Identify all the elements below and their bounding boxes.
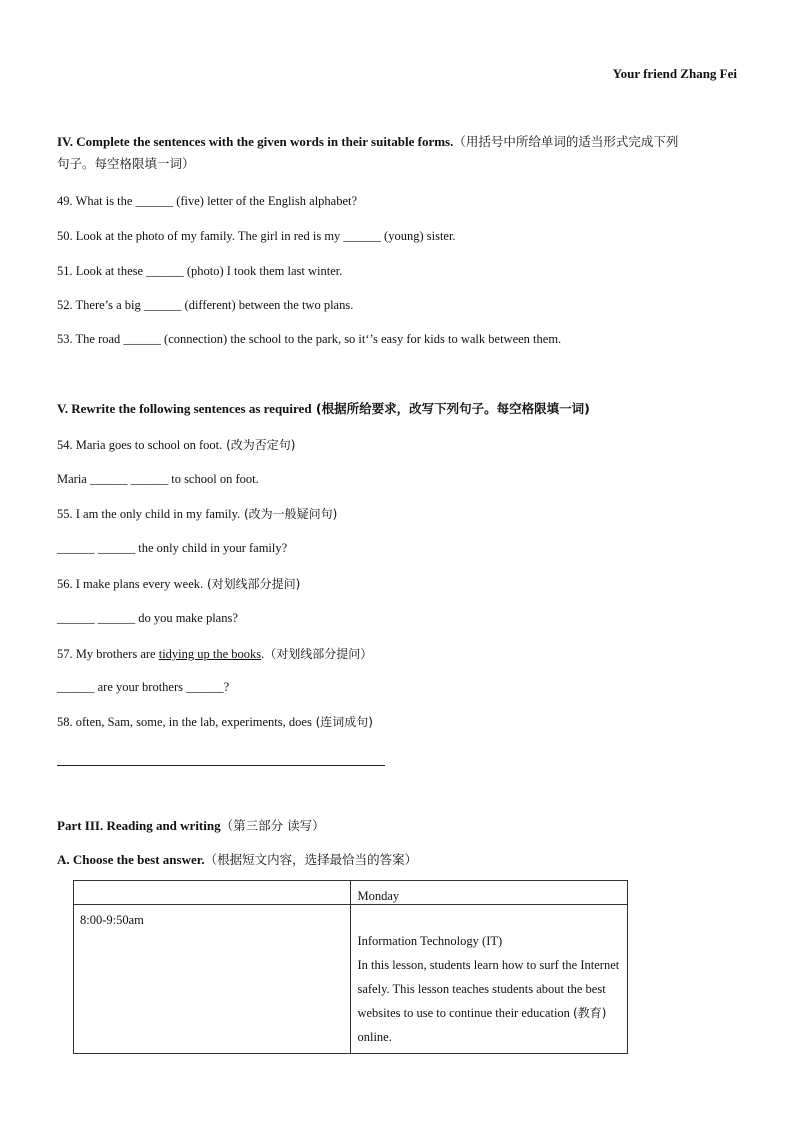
question-58-note: (连词成句) (311, 715, 373, 729)
question-51: 51. Look at these ______ (photo) I took them last winter. (57, 264, 343, 278)
part-3a-instruction: （根据短文内容，选择最恰当的答案） (204, 852, 418, 867)
timetable-time: 8:00-9:50am (80, 913, 144, 927)
part-3-title: Part III. Reading and writing (57, 818, 221, 833)
timetable-header-empty (74, 881, 351, 905)
question-58 (57, 713, 373, 730)
part-3a-heading (57, 849, 417, 871)
answer-58-line (57, 765, 385, 766)
section-4-instruction: （用括号中所给单词的适当形式完成下列 (453, 134, 679, 149)
section-4-instruction-cont: 句子。每空格限填一词） (57, 156, 195, 171)
answer-56: ______ ______ do you make plans? (57, 611, 238, 625)
section-5-heading (57, 398, 590, 420)
timetable-header-row (74, 881, 628, 905)
question-53: 53. The road ______ (connection) the school to the park, so it‘’s easy for kids to walk between them. (57, 332, 562, 346)
section-5-title: V. Rewrite the following sentences as required (57, 401, 312, 416)
timetable-row (74, 905, 628, 1054)
question-52: 52. There’s a big ______ (different) between the two plans. (57, 298, 354, 312)
question-57-note: （对划线部分提问） (264, 647, 373, 661)
question-57 (57, 645, 372, 662)
question-54 (57, 436, 295, 453)
timetable (73, 880, 628, 1054)
timetable-description (351, 953, 627, 1053)
timetable-header-day (351, 881, 628, 905)
answer-54: Maria ______ ______ to school on foot. (57, 472, 259, 486)
answer-57: ______ are your brothers ______? (57, 680, 230, 694)
question-55 (57, 505, 337, 522)
timetable-subject: Information Technology (IT) (357, 934, 503, 948)
question-56 (57, 575, 300, 592)
timetable-description-end: online. (357, 1030, 392, 1044)
section-5-instruction: (根据所给要求，改写下列句子。每空格限填一词) (311, 401, 590, 416)
answer-55: ______ ______ the only child in your family? (57, 541, 288, 555)
part-3-title-cn: （第三部分 读写） (220, 818, 325, 833)
question-58-text: 58. often, Sam, some, in the lab, experiments, does (57, 715, 312, 729)
question-57-underlined: tidying up the books (158, 647, 262, 661)
question-57-text: 57. My brothers are (57, 647, 159, 661)
timetable-lesson-cell (351, 905, 628, 1054)
question-55-note: (改为一般疑问句) (240, 507, 338, 521)
question-54-text: 54. Maria goes to school on foot. (57, 438, 223, 452)
question-56-note: (对划线部分提问) (203, 577, 301, 591)
timetable-description-text: In this lesson, students learn how to surf the Internet safely. This lesson teaches students about the best websites to use to continue their education (357, 958, 620, 1020)
question-55-text: 55. I am the only child in my family. (57, 507, 241, 521)
question-57-period: . (261, 647, 265, 661)
timetable-time-cell (74, 905, 351, 1054)
section-4-title: IV. Complete the sentences with the given words in their suitable forms. (57, 134, 454, 149)
question-49: 49. What is the ______ (five) letter of the English alphabet? (57, 194, 358, 208)
question-54-note: (改为否定句) (222, 438, 296, 452)
timetable-description-cn: (教育) (573, 1006, 607, 1020)
section-4-heading (57, 131, 678, 175)
part-3-heading (57, 815, 325, 837)
letter-signoff: Your friend Zhang Fei (612, 66, 737, 81)
part-3a-title: A. Choose the best answer. (57, 852, 205, 867)
timetable-day-label: Monday (357, 889, 400, 903)
question-50: 50. Look at the photo of my family. The girl in red is my ______ (young) sister. (57, 229, 456, 243)
question-56-text: 56. I make plans every week. (57, 577, 204, 591)
